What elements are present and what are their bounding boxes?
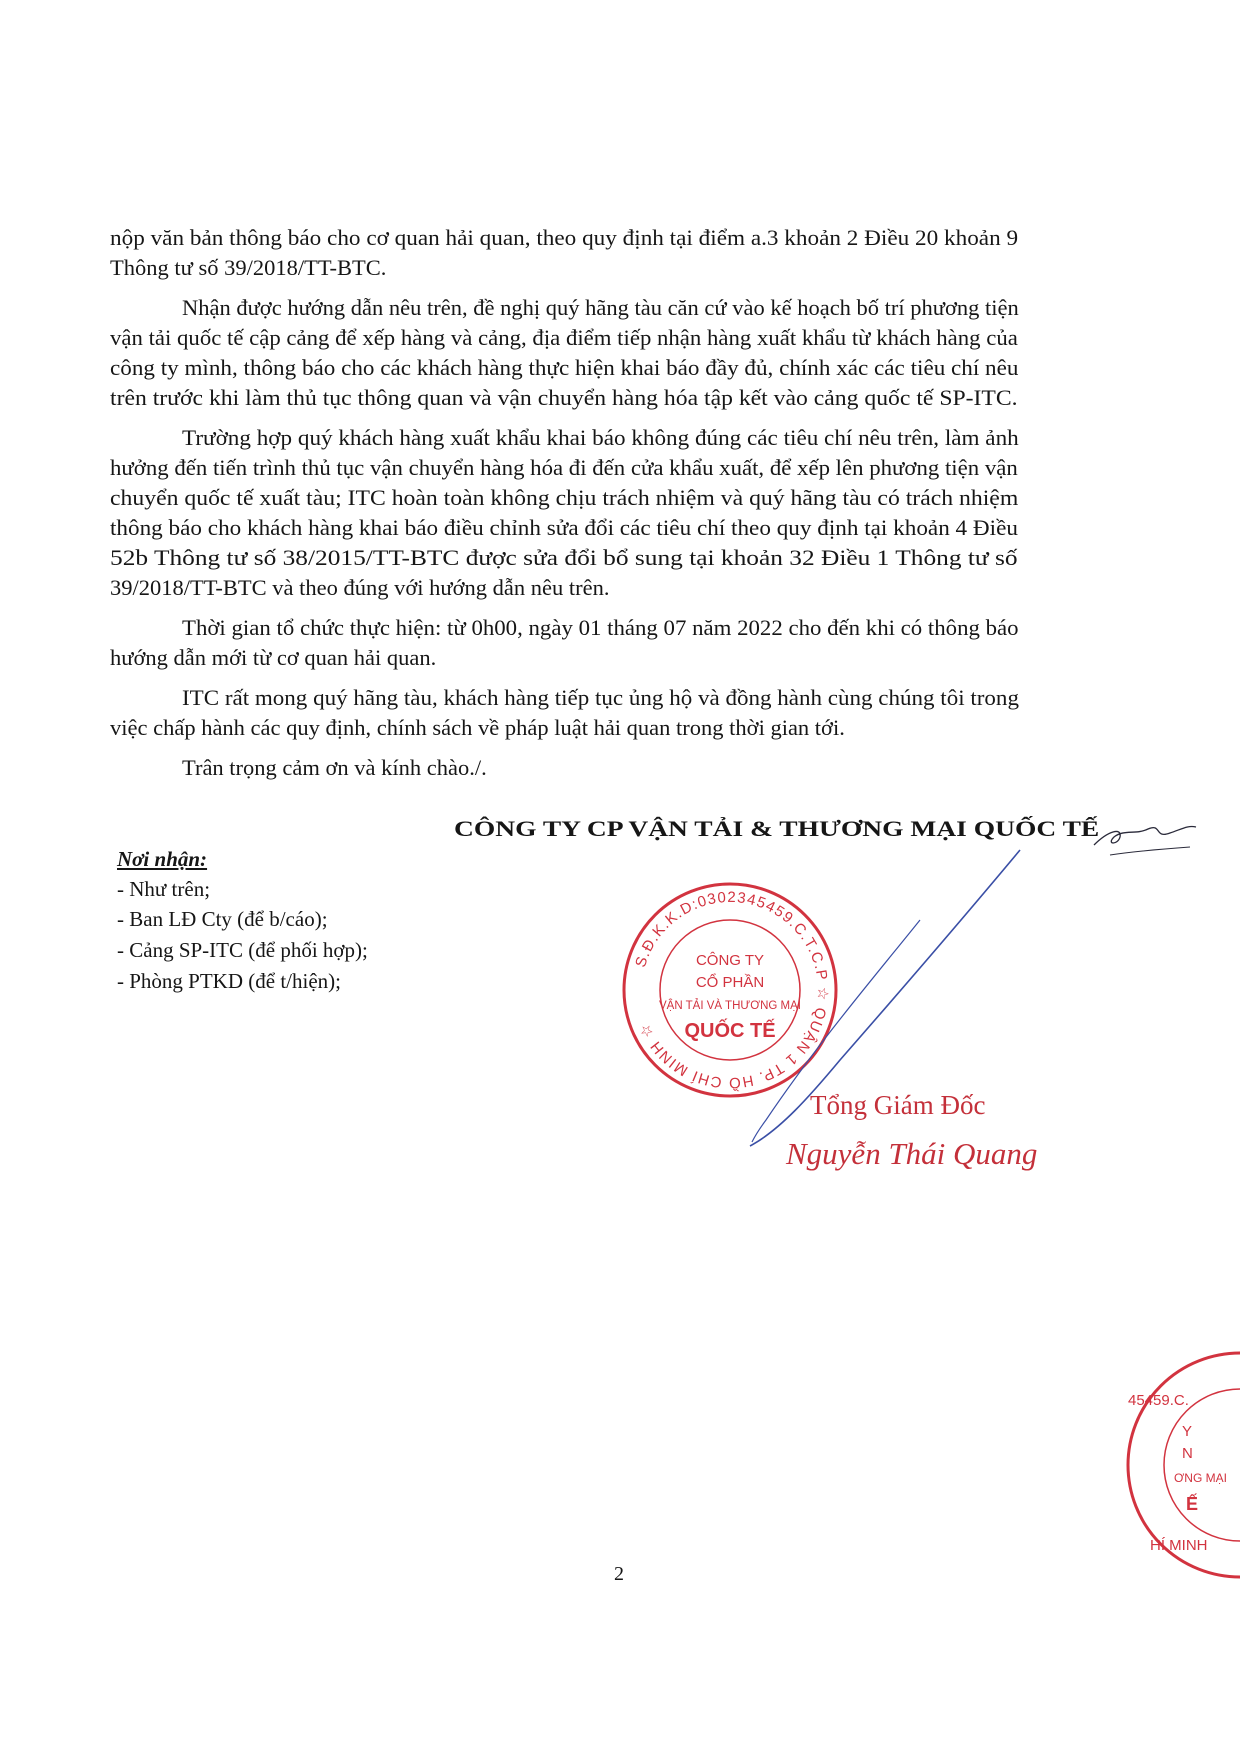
page-number: 2 [614,1563,624,1585]
body-line: thông báo cho khách hàng khai báo điều chỉnh sửa đổi các tiêu chí theo quy định tại khoản 4 Điều [110,515,1018,540]
recipient-item: - Ban LĐ Cty (để b/cáo); [117,907,328,931]
body-line: Trường hợp quý khách hàng xuất khẩu khai báo không đúng các tiêu chí nêu trên, làm ảnh [182,425,1019,450]
svg-text:N: N [1182,1445,1193,1462]
svg-text:HÍ MINH: HÍ MINH [1150,1537,1208,1554]
recipients-heading: Nơi nhận: [117,847,208,871]
body-line: nộp văn bản thông báo cho cơ quan hải quan, theo quy định tại điểm a.3 khoản 2 Điều 20 khoản 9 [110,225,1019,250]
body-line: Trân trọng cảm ơn và kính chào./. [182,755,487,780]
body-line: ITC rất mong quý hãng tàu, khách hàng tiếp tục ủng hộ và đồng hành cùng chúng tôi trong [182,685,1019,710]
body-line: việc chấp hành các quy định, chính sách về pháp luật hải quan trong thời gian tới. [110,715,845,740]
svg-text:QUỐC TẾ: QUỐC TẾ [684,1020,776,1042]
body-line: chuyển quốc tế xuất tàu; ITC hoàn toàn không chịu trách nhiệm và quý hãng tàu có trách nhiệm [110,485,1019,510]
body-line: Nhận được hướng dẫn nêu trên, đề nghị quý hãng tàu căn cứ vào kế hoạch bố trí phương tiện [182,295,1019,320]
body-line: Thời gian tổ chức thực hiện: từ 0h00, ngày 01 tháng 07 năm 2022 cho đến khi có thông báo [182,615,1019,640]
recipient-item: - Như trên; [117,877,211,901]
seal-edge-stamp [1090,1340,1240,1590]
body-line: trên trước khi làm thủ tục thông quan và vận chuyển hàng hóa tập kết vào cảng quốc tế SP-ITC. [110,385,1018,410]
svg-text:VẬN TẢI VÀ THƯƠNG MẠI: VẬN TẢI VÀ THƯƠNG MẠI [659,1000,801,1012]
signatory-title: Tổng Giám Đốc [810,1090,986,1120]
body-line: 52b Thông tư số 38/2015/TT-BTC được sửa đổi bổ sung tại khoản 32 Điều 1 Thông tư số [110,545,1018,570]
body-line: 39/2018/TT-BTC và theo đúng với hướng dẫn nêu trên. [110,575,610,600]
svg-text:Ế: Ế [1186,1494,1199,1514]
body-line: Thông tư số 39/2018/TT-BTC. [110,255,387,280]
svg-text:ƠNG MẠI: ƠNG MẠI [1174,1471,1227,1485]
body-line: hưởng đến tiến trình thủ tục vận chuyển hàng hóa đi đến cửa khẩu xuất, để xếp lên phương tiện vận [110,455,1018,480]
body-line: hướng dẫn mới từ cơ quan hải quan. [110,645,437,670]
body-line: vận tải quốc tế cập cảng để xếp hàng và cảng, địa điểm tiếp nhận hàng xuất khẩu từ khách hàng của [110,325,1018,350]
body-line: công ty mình, thông báo cho các khách hàng thực hiện khai báo đầy đủ, chính xác các tiêu chí nêu [110,355,1019,380]
svg-text:CÔNG TY: CÔNG TY [695,952,765,969]
company-heading: CÔNG TY CP VẬN TẢI & THƯƠNG MẠI QUỐC TẾ [454,816,1100,841]
svg-text:45459.C.: 45459.C. [1128,1392,1189,1409]
recipient-item: - Cảng SP-ITC (để phối hợp); [117,938,368,962]
recipient-item: - Phòng PTKD (để t/hiện); [117,969,341,993]
svg-text:S.Đ.K.K.D:0302345459.C.T.C.P ☆: S.Đ.K.K.D:0302345459.C.T.C.P ☆ QUẬN 1 TP. HỒ CHÍ MINH ☆ [632,888,832,1092]
svg-text:CỔ PHẦN: CỔ PHẦN [695,974,765,991]
signatory-name: Nguyễn Thái Quang [786,1136,1038,1171]
svg-text:Y: Y [1182,1423,1193,1440]
heading-scribble [1090,815,1200,865]
